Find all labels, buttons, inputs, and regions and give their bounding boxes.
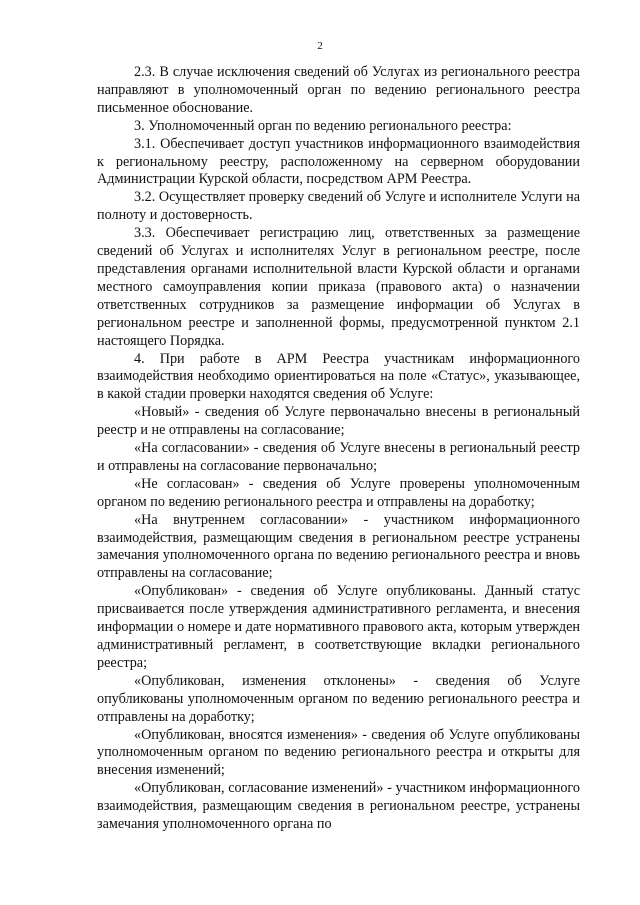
- paragraph-3: 3. Уполномоченный орган по ведению регионального реестра:: [134, 117, 512, 134]
- document-body: [97, 64, 580, 834]
- status-internal-approval: «На внутреннем согласовании» - участником информационного взаимодействия, размещающим сведения в региональном реестре устранены замечания уполномоченного органа по ведению регионального реестра и вновь отправлены на согласование;: [97, 511, 580, 582]
- paragraph-3-3: 3.3. Обеспечивает регистрацию лиц, ответственных за размещение сведений об Услугах и исполнителях Услуг в региональном реестре, после представления органами исполнительной власти Курской области и органами местного самоуправления копии приказа (правового акта) о назначении ответственных сотрудников за размещение информации об Услугах в региональном реестре и заполненной формы, предусмотренной пунктом 2.1 настоящего Порядка.: [97, 225, 580, 349]
- status-published-changes-approval: «Опубликован, согласование изменений» - участником информационного взаимодействия, размещающим сведения в региональном реестре, устранены замечания уполномоченного органа по: [97, 780, 580, 833]
- status-new: «Новый» - сведения об Услуге первоначально внесены в региональный реестр и не отправлены на согласование;: [97, 404, 580, 439]
- status-published-changes-rejected: «Опубликован, изменения отклонены» - сведения об Услуге опубликованы уполномоченным органом по ведению регионального реестра и отправлены на доработку;: [97, 672, 580, 725]
- status-not-approved: «Не согласован» - сведения об Услуге проверены уполномоченным органом по ведению регионального реестра и отправлены на доработку;: [97, 475, 580, 510]
- paragraph-2-3: 2.3. В случае исключения сведений об Услугах из регионального реестра направляют в уполномоченный орган по ведению регионального реестра письменное обоснование.: [97, 64, 580, 116]
- paragraph-3-2: 3.2. Осуществляет проверку сведений об Услуге и исполнителе Услуги на полноту и достоверность.: [97, 189, 580, 224]
- paragraph-3-1: 3.1. Обеспечивает доступ участников информационного взаимодействия к региональному реестру, расположенному на серверном оборудовании Администрации Курской области, посредством АРМ Реестра.: [97, 135, 580, 188]
- status-published: «Опубликован» - сведения об Услуге опубликованы. Данный статус присваивается после утверждения административного регламента, и внесения информации о номере и дате нормативного правового акта, которым утвержден административный регламент, в соответствующие вкладки регионального реестра;: [97, 583, 580, 671]
- status-on-approval: «На согласовании» - сведения об Услуге внесены в региональный реестр и отправлены на согласование первоначально;: [97, 440, 580, 474]
- paragraph-4: 4. При работе в АРМ Реестра участникам информационного взаимодействия необходимо ориентироваться на поле «Статус», указывающее, в какой стадии проверки находятся сведения об Услуге:: [97, 350, 580, 403]
- status-published-changes-in-progress: «Опубликован, вносятся изменения» - сведения об Услуге опубликованы уполномоченным органом по ведению регионального реестра и открыты для внесения изменений;: [97, 726, 580, 779]
- page-number: 2: [317, 40, 323, 52]
